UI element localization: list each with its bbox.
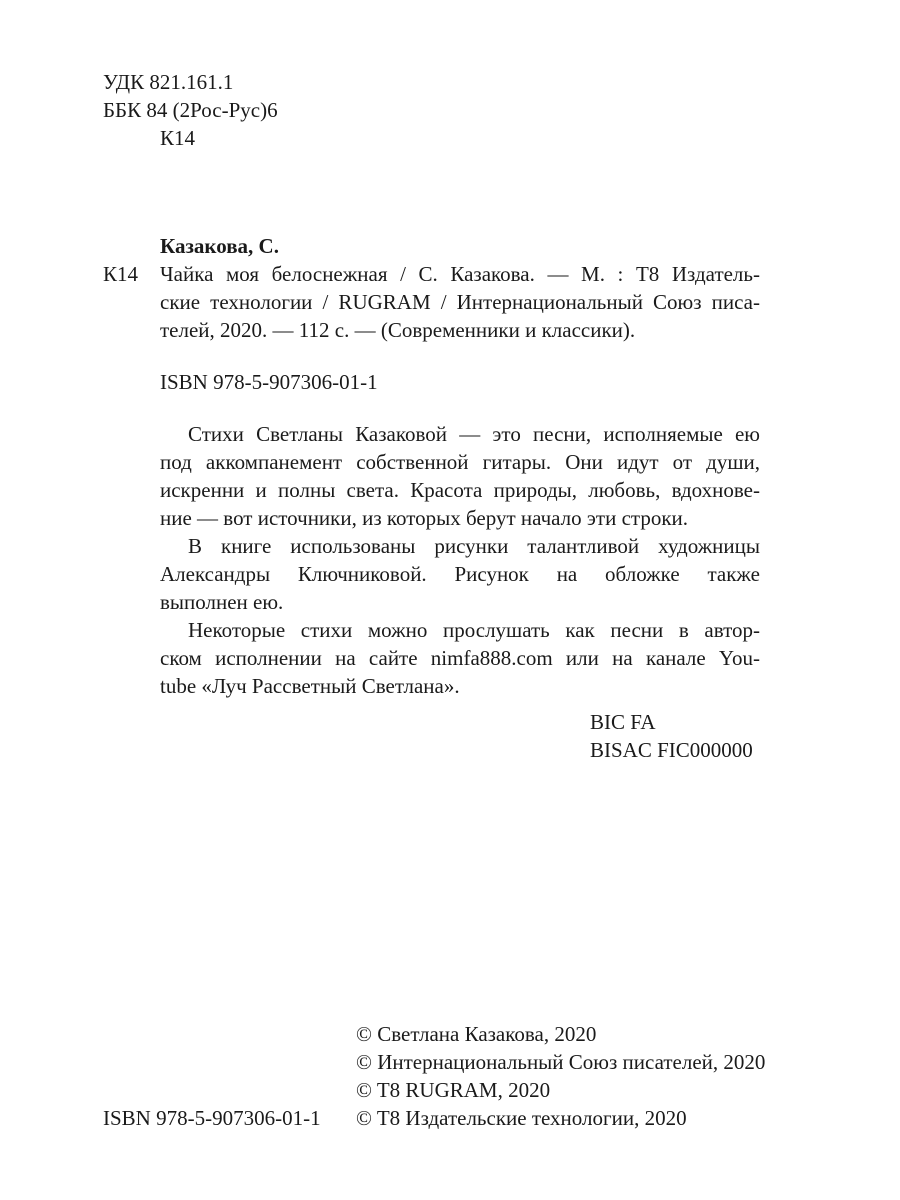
- annotation-line: выполнен ею.: [160, 590, 284, 614]
- bbk-code: ББК 84 (2Рос-Рус)6: [103, 98, 278, 122]
- copyright-line: © Интернациональный Союз писателей, 2020: [356, 1050, 766, 1074]
- annotation-line: Александры Ключниковой. Рисунок на обложке также: [160, 562, 760, 586]
- bisac-code: BISAC FIC000000: [590, 738, 753, 762]
- isbn-footer: ISBN 978-5-907306-01-1: [103, 1106, 321, 1130]
- isbn-catalog: ISBN 978-5-907306-01-1: [160, 370, 378, 394]
- annotation-line: В книге использованы рисунки талантливой художницы: [188, 534, 760, 558]
- annotation-line: искренни и полны света. Красота природы, любовь, вдохнове-: [160, 478, 760, 502]
- annotation-paragraph-3: [160, 616, 760, 700]
- annotation-line: tube «Луч Рассветный Светлана».: [160, 674, 460, 698]
- author-name: Казакова, С.: [160, 234, 279, 258]
- udk-code: УДК 821.161.1: [103, 70, 234, 94]
- description-line: Чайка моя белоснежная / С. Казакова. — М. : T8 Издатель-: [160, 262, 760, 286]
- annotation-line: Некоторые стихи можно прослушать как песни в автор-: [188, 618, 760, 642]
- annotation-line: ние — вот источники, из которых берут начало эти строки.: [160, 506, 689, 530]
- copyright-line: © T8 RUGRAM, 2020: [356, 1078, 551, 1102]
- bic-code: BIC FA: [590, 710, 656, 734]
- annotation-paragraph-2: [160, 532, 760, 616]
- catalog-author-sign: К14: [103, 262, 139, 286]
- copyright-line: © T8 Издательские технологии, 2020: [356, 1106, 687, 1130]
- annotation-paragraph-1: [160, 420, 760, 532]
- bibliographic-description: [160, 260, 760, 344]
- annotation-line: под аккомпанемент собственной гитары. Они идут от души,: [160, 450, 760, 474]
- annotation-line: Стихи Светланы Казаковой — это песни, исполняемые ею: [188, 422, 760, 446]
- author-sign-code: К14: [160, 126, 196, 150]
- copyright-line: © Светлана Казакова, 2020: [356, 1022, 597, 1046]
- description-line: ские технологии / RUGRAM / Интернациональный Союз писа-: [160, 290, 760, 314]
- annotation-line: ском исполнении на сайте nimfa888.com или на канале You-: [160, 646, 760, 670]
- description-line: телей, 2020. — 112 с. — (Современники и классики).: [160, 318, 636, 342]
